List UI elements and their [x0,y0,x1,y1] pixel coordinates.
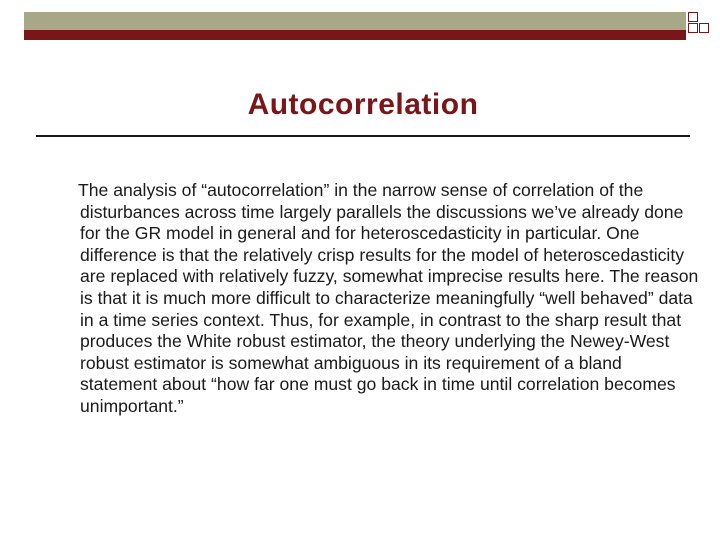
slide-body-text: The analysis of “autocorrelation” in the narrow sense of correlation of the disturbances across time largely parallels the discussions we’ve already done for the GR model in general and for heteroscedasticity in particular. One difference is that the relatively crisp results for the model of heteroscedasticity are replaced with relatively fuzzy, somewhat imprecise results here. The reason is that it is much more difficult to characterize meaningfully “well behaved” data in a time series context. Thus, for example, in contrast to the sharp result that produces the White robust estimator, the theory underlying the Newey-West robust estimator is somewhat ambiguous in its requirement of a bland statement about “how far one must go back in time until correlation becomes unimportant.” [78,180,699,416]
slide-title: Autocorrelation [247,88,479,121]
corner-square-icon [688,23,698,33]
header-rule [24,30,686,40]
title-divider [36,135,690,137]
header-band [24,12,686,30]
corner-square-icon [688,12,698,22]
corner-square-icon [699,23,709,33]
